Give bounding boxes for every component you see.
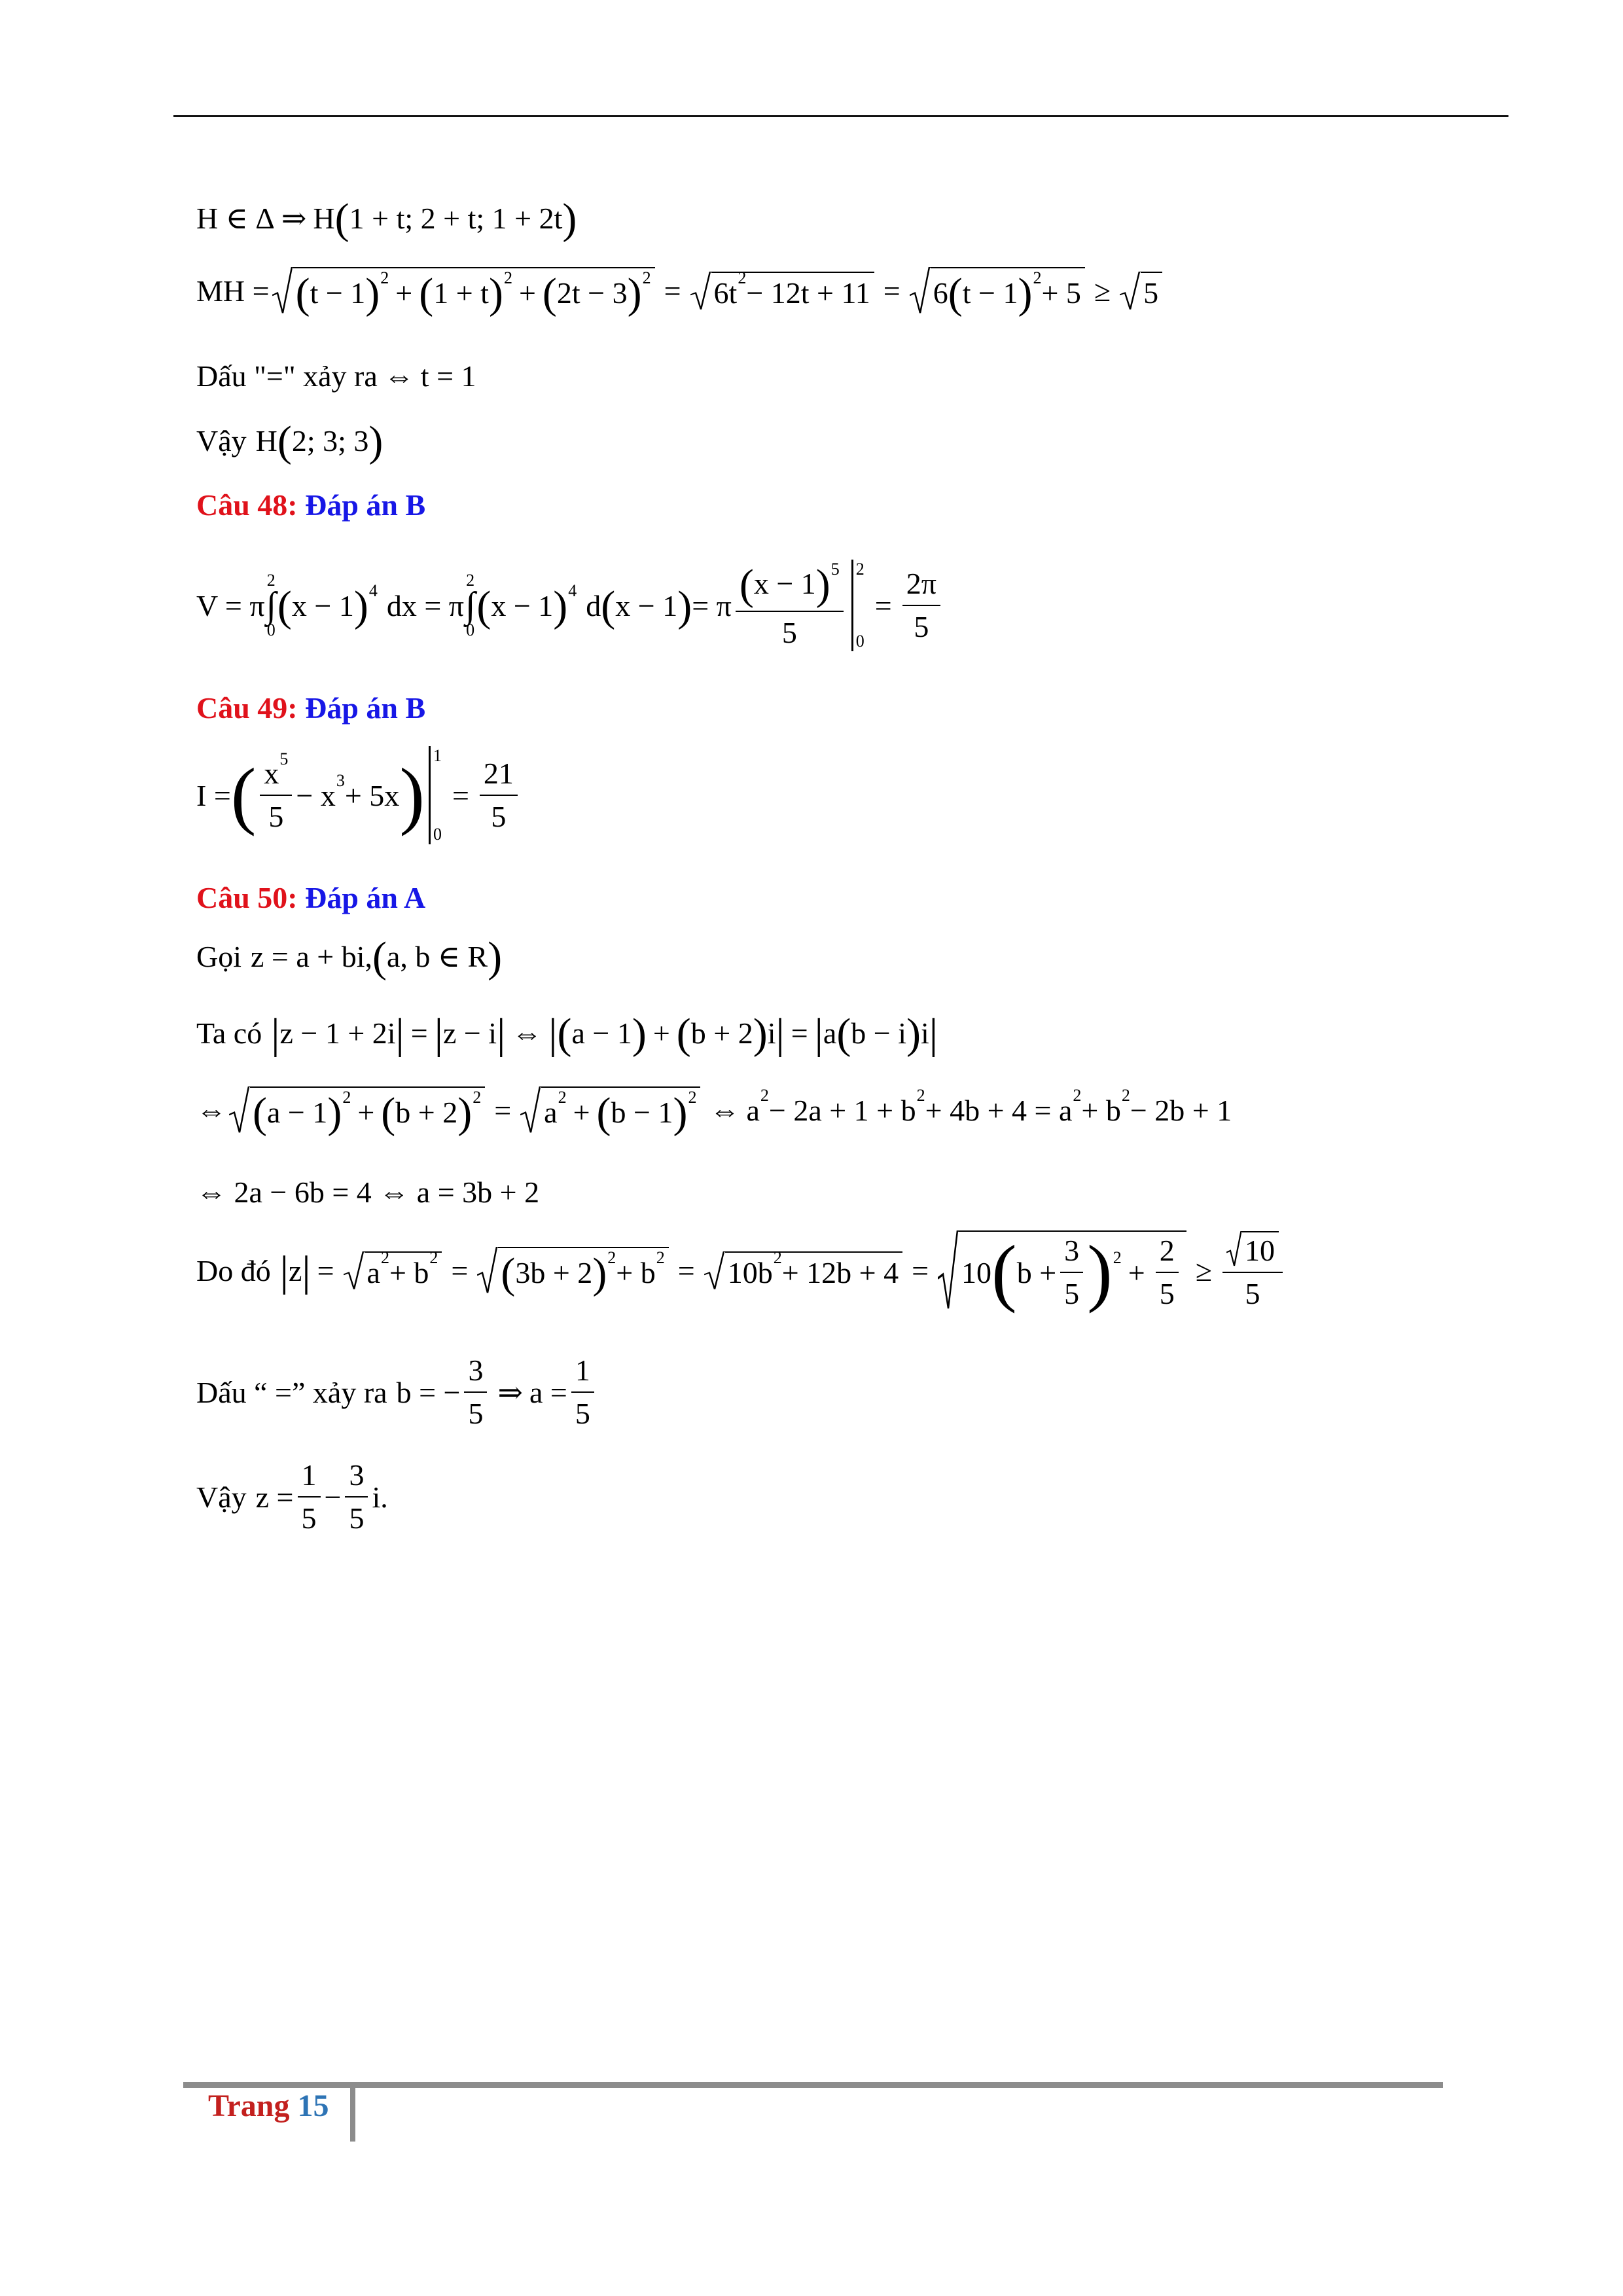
q50-line-3: ⇔ ( a − 1 ) 2 + ( b + 2 ) 2 = a 2 + ( b − 1 ) 2 ⇔ a 2 − 2a + 1 + b 2 + 4b + 4 = a 2 + b 2 − 2b + 1	[196, 1086, 1232, 1137]
q50-line-4: ⇔ 2a − 6b = 4 ⇔ a = 3b + 2	[196, 1175, 540, 1209]
q47-line-2: MH = ( t − 1 ) 2 + ( 1 + t ) 2 + ( 2t − 3 ) 2 = 6t 2 − 12t + 11 = 6 ( t − 1 ) 2 + 5 ≥ 5	[196, 267, 1165, 314]
q50-line-5: Do đó | z | = a 2 + b 2 = ( 3b + 2 ) 2 + b 2 = 10b 2 + 12b + 4 = 10 ( b + $\frac{3}{5}$ ) 2 + $\frac{2}{5}$ ≥ $\frac{10}{5}$	[196, 1230, 1287, 1310]
q47-line-3: Dấu "=" xảy ra ⇔ t = 1	[196, 359, 476, 393]
q47-line-1: H ∈ Δ ⇒ H ( 1 + t; 2 + t; 1 + 2t )	[196, 195, 577, 243]
header-rule	[173, 115, 1508, 117]
q49-formula: I = ( x 5 5 − x 3 + 5x ) 1 0 = $\frac{21}{5}$	[196, 746, 522, 844]
sqrt: ( t − 1 ) 2 + ( 1 + t ) 2 + ( 2t − 3 ) 2	[272, 267, 655, 314]
q48-formula: V = π 2 ∫ 0 ( x − 1 ) 4 dx = π 2 ∫ 0 ( x − 1 ) 4 d ( x − 1 ) = π ( x − 1 ) 5 5 2 0 = $\frac{2\pi}{5}$	[196, 560, 944, 651]
integral-sign: 2 ∫ 0	[266, 570, 276, 640]
evaluation-bar: 2 0	[851, 560, 865, 651]
q50-line-2: Ta có | z − 1 + 2i | = | z − i | ⇔ | ( a − 1 ) + ( b + 2 ) i | = | a ( b − i ) i |	[196, 1010, 938, 1058]
q47-line-4: Vậy H ( 2; 3; 3 )	[196, 418, 383, 465]
footer-divider	[350, 2088, 355, 2142]
page-number: Trang 15	[208, 2089, 329, 2123]
footer-rule	[183, 2082, 1443, 2088]
q50-heading: Câu 50: Đáp án A	[196, 881, 426, 914]
q50-line-6: Dấu “ =” xảy ra b = − $\frac{3}{5}$ ⇒ a = $\frac{1}{5}$	[196, 1355, 598, 1430]
q50-line-1: Gọi z = a + bi, ( a, b ∈ R )	[196, 933, 503, 981]
q48-heading: Câu 48: Đáp án B	[196, 488, 426, 522]
q49-heading: Câu 49: Đáp án B	[196, 691, 426, 725]
q50-line-7: Vậy z = $\frac{1}{5}$ − $\frac{3}{5}$ i.	[196, 1458, 388, 1535]
